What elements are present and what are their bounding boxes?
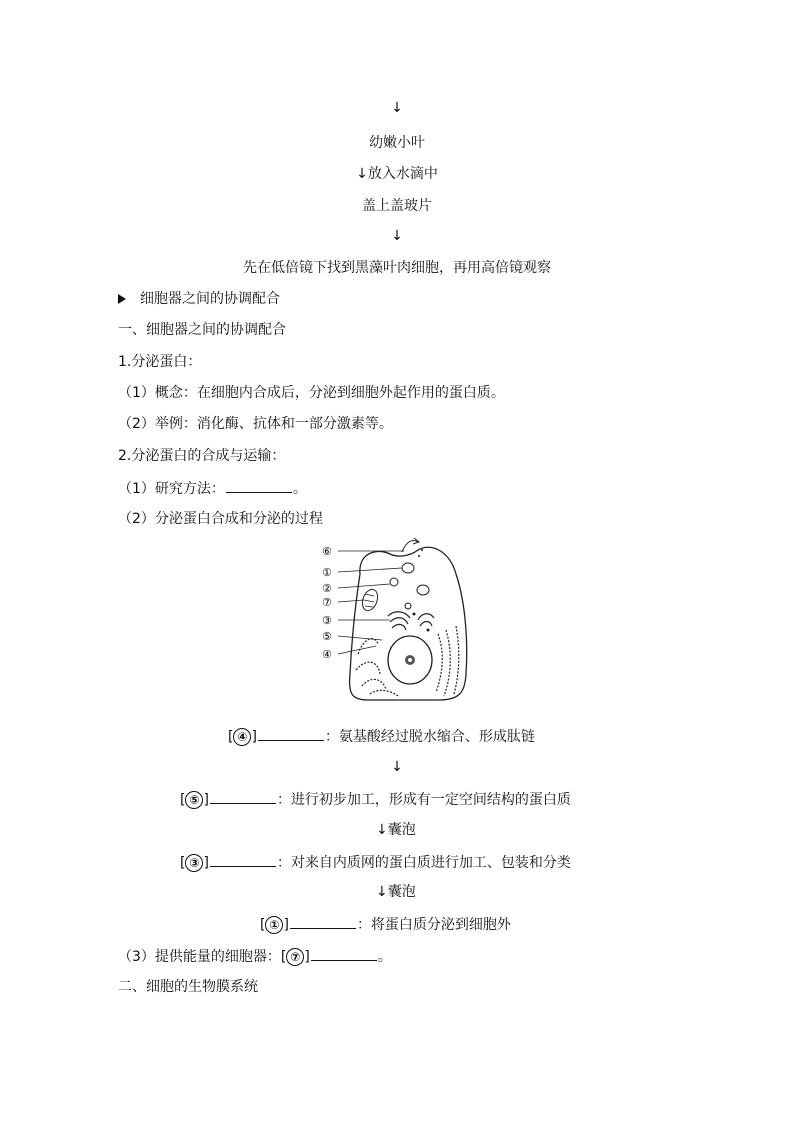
heading-2: 二、细胞的生物膜系统 — [118, 979, 258, 995]
bullet-heading — [118, 289, 280, 309]
para-1-1: （1）概念：在细胞内合成后，分泌到细胞外起作用的蛋白质。 — [118, 385, 505, 401]
para-2-1 — [118, 478, 307, 499]
para-2: 2.分泌蛋白的合成与运输： — [118, 448, 286, 464]
step-number: ① — [265, 916, 283, 934]
para-1: 1.分泌蛋白： — [118, 354, 202, 370]
process-step-5: [ ⑤ ] ：进行初步加工，形成有一定空间结构的蛋白质 — [180, 789, 571, 810]
answer-blank[interactable] — [290, 914, 356, 929]
process-arrow-1: ↓ — [391, 759, 403, 775]
step-text: ：氨基酸经过脱水缩合、形成肽链 — [324, 729, 535, 745]
para-2-2: （2）分泌蛋白合成和分泌的过程 — [118, 511, 323, 527]
step-number: ④ — [233, 728, 251, 746]
answer-blank[interactable] — [210, 789, 276, 804]
down-arrow-icon: ↓ — [376, 822, 388, 838]
energy-question: （3）提供能量的细胞器：[ ⑦ ] 。 — [118, 946, 392, 967]
arrow-label: 囊泡 — [387, 884, 416, 900]
answer-blank[interactable] — [210, 852, 276, 867]
diagram-label: ④ — [322, 648, 332, 661]
process-step-4: [ ④ ] ：氨基酸经过脱水缩合、形成肽链 — [228, 726, 535, 747]
process-arrow-2 — [376, 820, 416, 840]
diagram-label: ② — [322, 582, 332, 595]
bullet-heading-text: 细胞器之间的协调配合 — [140, 291, 280, 307]
arrowhead-bullet-icon — [118, 294, 126, 304]
step-text: ：进行初步加工，形成有一定空间结构的蛋白质 — [276, 792, 571, 808]
para-2-1-end: 。 — [292, 481, 307, 497]
flow-step-3: 盖上盖玻片 — [362, 198, 432, 214]
para-1-2: （2）举例：消化酶、抗体和一部分激素等。 — [118, 416, 393, 432]
flow-step-4: 先在低倍镜下找到黑藻叶肉细胞，再用高倍镜观察 — [243, 260, 551, 276]
process-step-1: [ ① ] ：将蛋白质分泌到细胞外 — [260, 914, 511, 935]
answer-blank[interactable] — [226, 478, 292, 493]
energy-end: 。 — [377, 949, 392, 965]
secretory-cell-diagram — [318, 534, 478, 706]
arrow-label: 囊泡 — [387, 822, 416, 838]
diagram-label: ③ — [322, 614, 332, 627]
answer-blank[interactable] — [258, 726, 324, 741]
para-2-1-text: （1）研究方法： — [118, 481, 225, 497]
process-step-3: [ ③ ] ：对来自内质网的蛋白质进行加工、包装和分类 — [180, 852, 571, 873]
heading-1: 一、细胞器之间的协调配合 — [118, 322, 286, 338]
down-arrow-icon: ↓ — [376, 884, 388, 900]
diagram-label: ① — [322, 566, 332, 579]
flow-step-2-text: 放入水滴中 — [367, 166, 438, 182]
flow-arrow-2: ↓ — [391, 228, 403, 244]
step-number: ③ — [185, 854, 203, 872]
diagram-label: ⑤ — [322, 630, 332, 643]
flow-step-2 — [0, 164, 794, 184]
flow-step-2-arrow: ↓ — [356, 166, 368, 182]
diagram-label: ⑥ — [322, 545, 332, 558]
process-arrow-3 — [376, 882, 416, 902]
answer-blank[interactable] — [311, 946, 377, 961]
step-text: ：对来自内质网的蛋白质进行加工、包装和分类 — [276, 855, 571, 871]
flow-step-1: 幼嫩小叶 — [369, 135, 425, 151]
flow-arrow-1: ↓ — [391, 100, 403, 116]
step-number: ⑤ — [185, 791, 203, 809]
energy-text: （3）提供能量的细胞器：[ — [118, 949, 287, 965]
step-text: ：将蛋白质分泌到细胞外 — [356, 917, 511, 933]
step-number: ⑦ — [286, 948, 304, 966]
diagram-label: ⑦ — [322, 596, 332, 609]
